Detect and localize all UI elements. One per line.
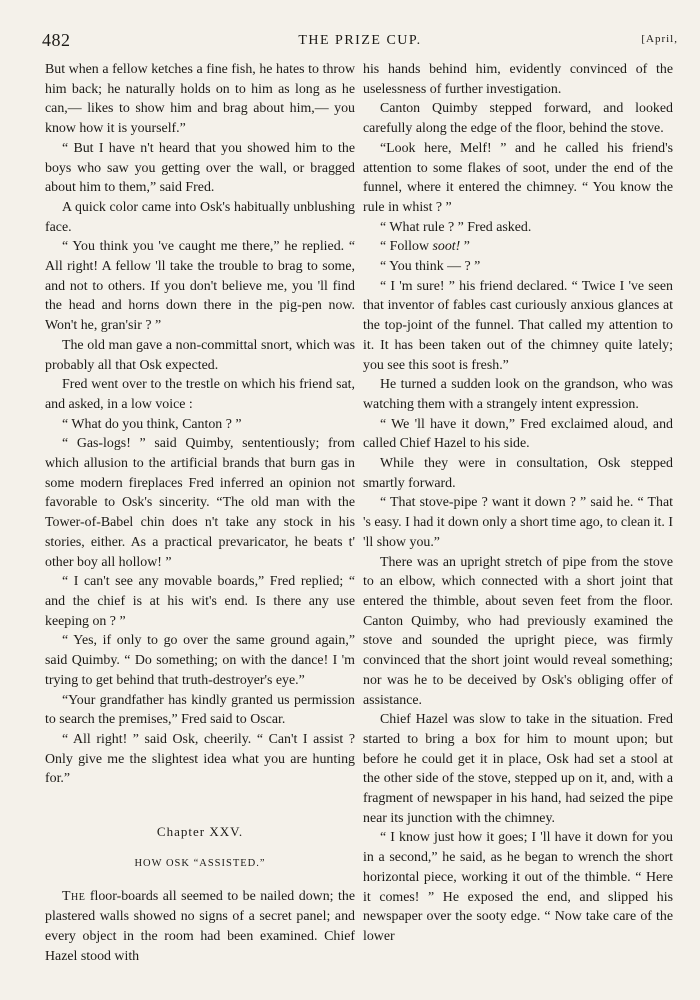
paragraph: He turned a sudden look on the grandson, who was watching them with a strangely intent expression. [363,377,673,412]
paragraph: The old man gave a non-committal snort, which was probably all that Osk expected. [45,337,355,373]
paragraph-text: floor-boards all seemed to be nailed down; the plastered walls showed no signs of a secret panel; and every object in the room had been examined. Chief Hazel stood with [45,889,355,964]
paragraph-text: “ Follow [380,239,433,255]
paragraph: “Your grandfather has kindly granted us permission to search the premises,” Fred said to Oscar. [45,692,355,728]
page-number: 482 [42,30,71,50]
paragraph: “ What rule ? ” Fred asked. [380,219,532,235]
paragraph: “ Yes, if only to go over the same ground again,” said Quimby. “ Do something; on with the dance! I 'm trying to get behind that truth-destroyer's eye.” [45,633,355,688]
running-month: [April, [641,33,678,45]
paragraph: Canton Quimby stepped forward, and looked carefully along the edge of the floor, behind the stove. [363,101,673,137]
paragraph: A quick color came into Osk's habitually unblushing face. [45,199,355,235]
paragraph [363,237,673,257]
paragraph: “ I 'm sure! ” his friend declared. “ Twice I 've seen that inventor of fables cast curiously anxious glances at the top-joint of the funnel. That called my attention to it. It has been taken out of the chimney quite lately; you see this soot is fresh.” [363,278,673,373]
right-column [363,60,673,947]
paragraph: “ You think — ? ” [380,259,481,275]
paragraph: “ You think you 've caught me there,” he replied. “ All right! A fellow 'll take the trouble to brag to some, and not to others. If you don't believe me, you 'll find the head and horns down there in the pig-pen now. Won't he, gran'sir ? ” [45,239,355,334]
paragraph: “ All right! ” said Osk, cheerily. “ Can't I assist ? Only give me the slightest idea what you are hunting for.” [45,731,355,787]
paragraph-text: ” [460,239,470,255]
running-title: THE PRIZE CUP. [298,33,422,48]
paragraph: “ That stove-pipe ? want it down ? ” said he. “ That 's easy. I had it down only a short time ago, to clean it. I 'll show you.” [363,495,673,550]
left-column [45,60,355,966]
lead-word: The [62,889,86,905]
paragraph: his hands behind him, evidently convinced of the uselessness of further investigation. [363,62,673,97]
paragraph: “ I know just how it goes; I 'll have it down for you in a second,” he said, as he began to wrench the short horizontal piece, working it out of the thimble. “ Here it comes! ” He exposed the end, and slipped his newspaper over the sooty edge. “ Now take care of the lower [363,830,673,944]
paragraph: “ I can't see any movable boards,” Fred replied; “ and the chief is at his wit's end. Is there any use keeping on ? ” [45,574,355,629]
paragraph: There was an upright stretch of pipe from the stove to an elbow, which connected with a short joint that entered the thimble, about seven feet from the floor. Canton Quimby, who had previously examined the stove and sounded the upright piece, was firmly convinced that the short joint would reveal something; nor was he to be deceived by Osk's obliging offer of assistance. [363,554,673,708]
paragraph: “ What do you think, Canton ? ” [62,416,242,432]
paragraph: “ But I have n't heard that you showed him to the boys who saw you getting over the wall, or bragged about him to them,” said Fred. [45,140,355,196]
emphasis-text: soot! [432,239,461,255]
page-header [42,30,678,52]
chapter-heading: Chapter XXV. [156,824,244,840]
paragraph: But when a fellow ketches a fine fish, he hates to throw him back; he naturally holds on to him as long as he can,— likes to show him and brag about him,— you know how it is yourself.” [45,62,355,137]
paragraph: “ We 'll have it down,” Fred exclaimed aloud, and called Chief Hazel to his side. [363,416,673,452]
paragraph [45,887,355,966]
paragraph: Chief Hazel was slow to take in the situation. Fred started to bring a box for him to mount upon; but before he could get it in place, Osk had set a stool at the other side of the stove, stepped up on it, and, with a fragment of newspaper in his hand, had seized the pipe near its junction with the chimney. [363,712,673,826]
paragraph: “ Gas-logs! ” said Quimby, sententiously; from which allusion to the artificial brands that burn gas in some modern fireplaces Fred inferred an opinion not favorable to Osk's sincerity. “The old man with the Tower-of-Babel chin does n't take any stock in his stories, either. As a practical prevaricator, he beats t' other boy all hollow! ” [45,436,355,570]
chapter-title: HOW OSK “ASSISTED.” [134,857,266,869]
paragraph: While they were in consultation, Osk stepped smartly forward. [363,456,673,491]
paragraph: Fred went over to the trestle on which his friend sat, and asked, in a low voice : [45,377,355,412]
paragraph: “Look here, Melf! ” and he called his friend's attention to some flakes of soot, under the end of the funnel, where it entered the chimney. “ You know the rule in whist ? ” [363,140,673,215]
